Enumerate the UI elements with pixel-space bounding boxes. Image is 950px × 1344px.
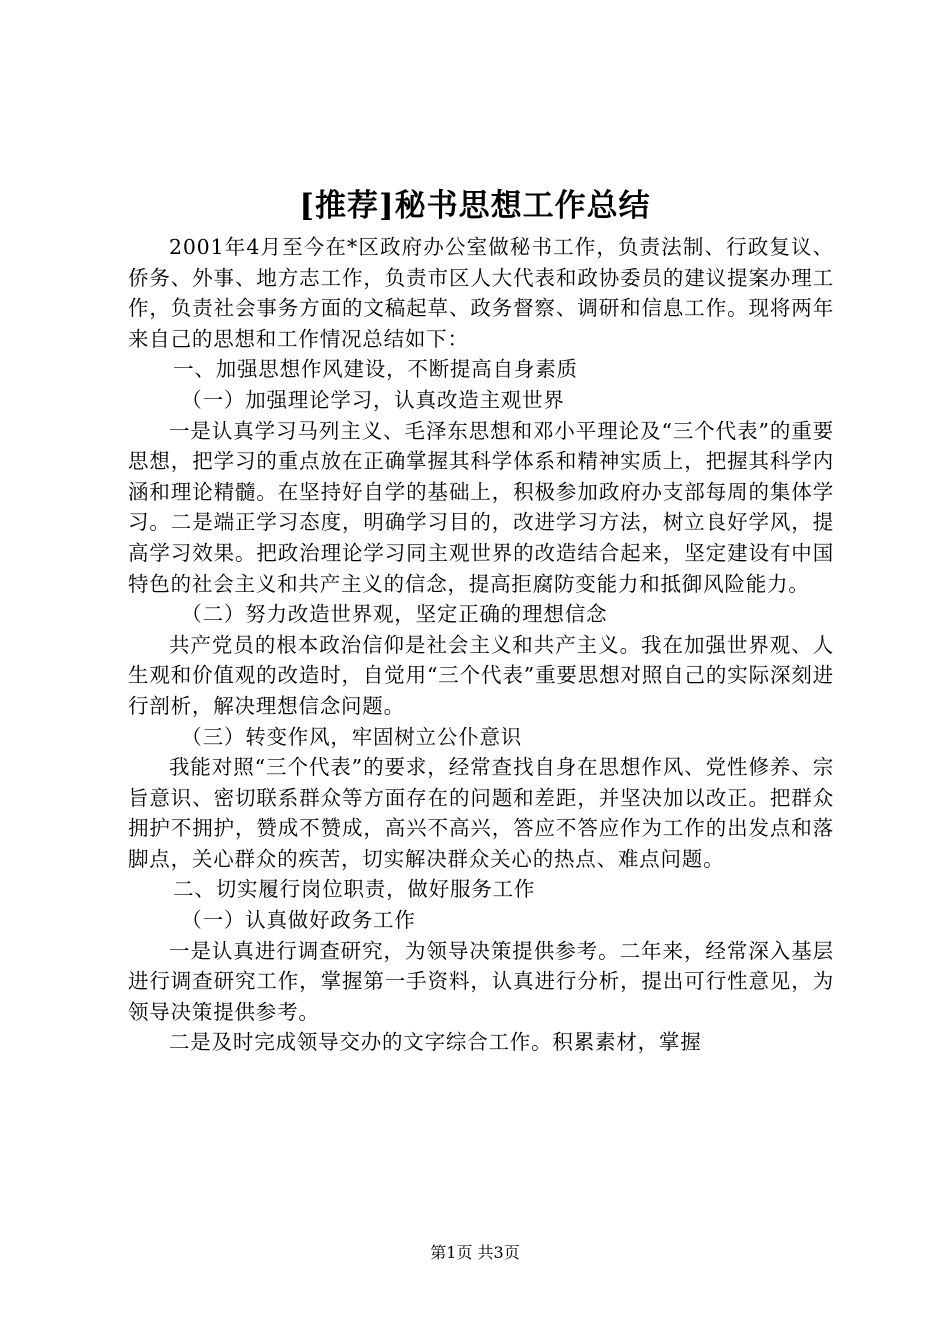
document-body: [128, 232, 834, 1058]
subsection-heading: （一）加强理论学习，认真改造主观世界: [181, 387, 565, 412]
paragraph: 一是认真进行调查研究，为领导决策提供参考。二年来，经常深入基层进行调查研究工作，掌握第一手资料，认真进行分析，提出可行性意见，为领导决策提供参考。: [128, 938, 834, 1024]
document-title: [推荐]秘书思想工作总结: [299, 188, 651, 224]
paragraph: 一是认真学习马列主义、毛泽东思想和邓小平理论及“三个代表”的重要思想，把学习的重点放在正确掌握其科学体系和精神实质上，把握其科学内涵和理论精髓。在坚持好自学的基础上，积极参加政府办支部每周的集体学习。二是端正学习态度，明确学习目的，改进学习方法，树立良好学风，提高学习效果。把政治理论学习同主观世界的改造结合起来，坚定建设有中国特色的社会主义和共产主义的信念，提高拒腐防变能力和抵御风险能力。: [128, 418, 834, 596]
section-heading: 二、切实履行岗位职责，做好服务工作: [173, 877, 536, 902]
section-heading: 一、加强思想作风建设，不断提高自身素质: [173, 357, 578, 382]
subsection-heading: （一）认真做好政务工作: [181, 908, 416, 933]
paragraph: 2001年4月至今在*区政府办公室做秘书工作，负责法制、行政复议、侨务、外事、地方志工作，负责市区人大代表和政协委员的建议提案办理工作，负责社会事务方面的文稿起草、政务督察、调研和信息工作。现将两年来自己的思想和工作情况总结如下：: [128, 235, 834, 351]
paragraph: 二是及时完成领导交办的文字综合工作。积累素材，掌握: [169, 1030, 702, 1055]
paragraph: 共产党员的根本政治信仰是社会主义和共产主义。我在加强世界观、人生观和价值观的改造时，自觉用“三个代表”重要思想对照自己的实际深刻进行剖析，解决理想信念问题。: [128, 632, 834, 718]
subsection-heading: （三）转变作风，牢固树立公仆意识: [181, 724, 523, 749]
subsection-heading: （二）努力改造世界观，坚定正确的理想信念: [181, 602, 608, 627]
paragraph: 我能对照“三个代表”的要求，经常查找自身在思想作风、党性修养、宗旨意识、密切联系群众等方面存在的问题和差距，并坚决加以改正。把群众拥护不拥护，赞成不赞成，高兴不高兴，答应不答应作为工作的出发点和落脚点，关心群众的疾苦，切实解决群众关心的热点、难点问题。: [128, 755, 834, 871]
page-footer: 第1页 共3页: [430, 1243, 520, 1262]
